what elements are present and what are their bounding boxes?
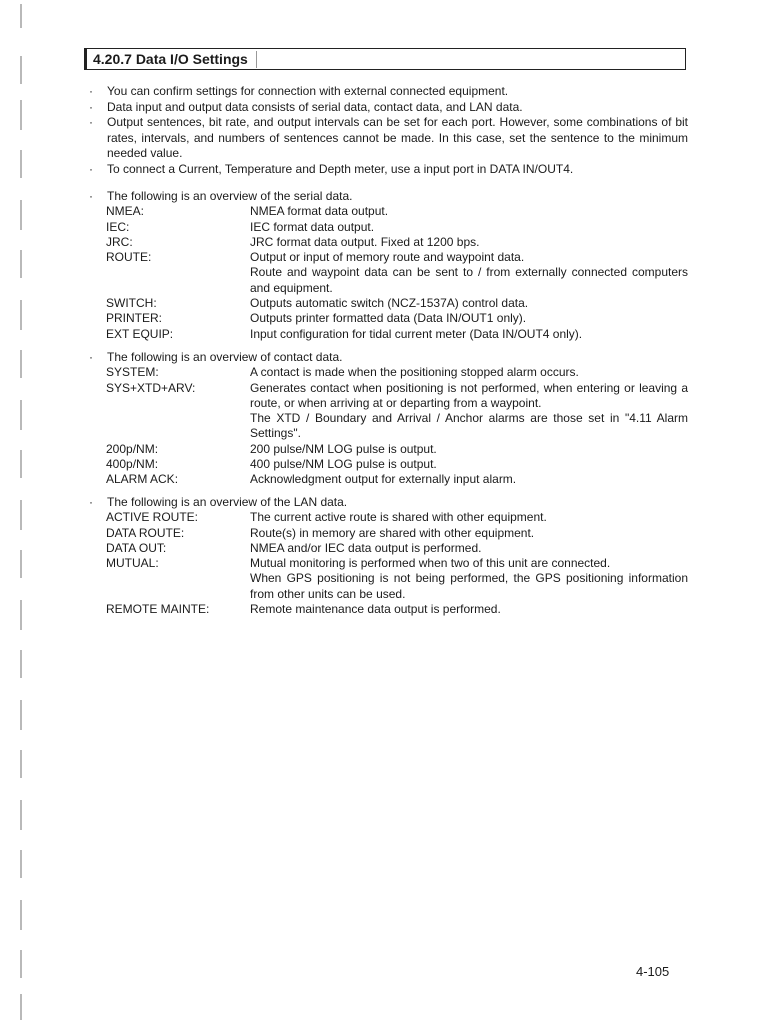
definition-term xyxy=(106,265,250,296)
definition-term: SWITCH: xyxy=(106,296,157,311)
definition-desc: Generates contact when positioning is not performed, when entering or leaving a route, or when arriving at or departing from a waypoint. xyxy=(250,380,688,410)
definition-desc: NMEA format data output. xyxy=(250,204,389,219)
contact-heading xyxy=(88,350,688,365)
definition-row xyxy=(106,235,688,250)
intro-bullets xyxy=(88,84,688,177)
heading-text: The following is an overview of the serial data. xyxy=(107,189,353,203)
definition-desc: Route and waypoint data can be sent to / from externally connected computers and equipment. xyxy=(250,265,688,295)
definition-desc: Acknowledgment output for externally input alarm. xyxy=(250,472,517,487)
definition-row xyxy=(106,220,688,235)
definition-desc: 200 pulse/NM LOG pulse is output. xyxy=(250,441,437,456)
definition-row xyxy=(106,327,688,342)
bullet-dot: · xyxy=(89,115,93,129)
definition-term: JRC: xyxy=(106,234,133,249)
definition-row xyxy=(106,381,688,412)
definition-row xyxy=(106,556,688,571)
bullet-dot: · xyxy=(89,189,93,203)
bullet-text: Data input and output data consists of serial data, contact data, and LAN data. xyxy=(107,99,523,114)
definition-term: REMOTE MAINTE: xyxy=(106,602,210,617)
definition-term: NMEA: xyxy=(106,204,145,219)
definition-row xyxy=(106,265,688,296)
definition-term: ROUTE: xyxy=(106,250,152,265)
definition-desc: Output or input of memory route and waypoint data. xyxy=(250,250,525,265)
definition-desc: IEC format data output. xyxy=(250,219,375,234)
definition-term xyxy=(106,411,250,442)
definition-row xyxy=(106,510,688,525)
intro-bullet xyxy=(88,115,688,162)
definition-row xyxy=(106,541,688,556)
definition-desc: When GPS positioning is not being performed, the GPS positioning information from other units can be used. xyxy=(250,571,688,601)
definition-desc: 400 pulse/NM LOG pulse is output. xyxy=(250,457,437,472)
intro-bullet xyxy=(88,162,688,178)
section-title: 4.20.7 Data I/O Settings xyxy=(93,51,257,68)
serial-data-section xyxy=(88,189,688,342)
bullet-dot: · xyxy=(89,84,93,98)
definition-row xyxy=(106,204,688,219)
lan-heading xyxy=(88,495,688,510)
definition-row xyxy=(106,311,688,326)
contact-data-section xyxy=(88,350,688,488)
definition-desc: Outputs automatic switch (NCZ-1537A) control data. xyxy=(250,296,529,311)
heading-text: The following is an overview of contact data. xyxy=(107,350,343,364)
definition-row xyxy=(106,602,688,617)
bullet-dot: · xyxy=(89,495,93,509)
intro-bullet xyxy=(88,84,688,100)
definition-term: DATA ROUTE: xyxy=(106,525,185,540)
definition-row xyxy=(106,411,688,442)
definition-term: SYSTEM: xyxy=(106,365,159,380)
definition-row xyxy=(106,442,688,457)
definition-desc: Remote maintenance data output is performed. xyxy=(250,602,501,617)
heading-text: The following is an overview of the LAN data. xyxy=(107,495,348,509)
definition-desc: Input configuration for tidal current meter (Data IN/OUT4 only). xyxy=(250,326,583,341)
section-title-box xyxy=(84,48,686,70)
definition-desc: NMEA and/or IEC data output is performed. xyxy=(250,540,482,555)
definition-row xyxy=(106,250,688,265)
definition-desc: Outputs printer formatted data (Data IN/OUT1 only). xyxy=(250,311,527,326)
definition-desc: The current active route is shared with other equipment. xyxy=(250,510,547,525)
definition-term: DATA OUT: xyxy=(106,540,167,555)
bullet-text: You can confirm settings for connection with external connected equipment. xyxy=(107,84,509,98)
definition-term xyxy=(106,571,250,602)
definition-term: PRINTER: xyxy=(106,311,163,326)
definition-term: MUTUAL: xyxy=(106,556,159,571)
definition-row xyxy=(106,526,688,541)
definition-term: 400p/NM: xyxy=(106,457,159,472)
definition-row xyxy=(106,571,688,602)
serial-heading xyxy=(88,189,688,204)
definition-term: ACTIVE ROUTE: xyxy=(106,510,199,525)
definition-desc: Route(s) in memory are shared with other equipment. xyxy=(250,525,535,540)
page-number: 4-105 xyxy=(636,964,670,979)
definition-row xyxy=(106,472,688,487)
definition-term: SYS+XTD+ARV: xyxy=(106,380,196,395)
definition-desc: A contact is made when the positioning stopped alarm occurs. xyxy=(250,365,579,380)
definition-desc: JRC format data output. Fixed at 1200 bps. xyxy=(250,234,480,249)
definition-row xyxy=(106,457,688,472)
definition-row xyxy=(106,296,688,311)
bullet-dot: · xyxy=(89,350,93,364)
bullet-text: To connect a Current, Temperature and Depth meter, use a input port in DATA IN/OUT4. xyxy=(107,161,574,176)
definition-term: 200p/NM: xyxy=(106,441,159,456)
definition-term: EXT EQUIP: xyxy=(106,326,174,341)
definition-term: ALARM ACK: xyxy=(106,472,179,487)
lan-data-section xyxy=(88,495,688,617)
definition-desc: The XTD / Boundary and Arrival / Anchor alarms are those set in "4.11 Alarm Settings". xyxy=(250,411,688,441)
bullet-text: Output sentences, bit rate, and output intervals can be set for each port. However, some combinations of bit rates, intervals, and numbers of sentences cannot be made. In this case, set the sentence to the minimum needed value. xyxy=(107,115,688,160)
definition-desc: Mutual monitoring is performed when two of this unit are connected. xyxy=(250,556,611,571)
bullet-dot: · xyxy=(89,99,93,114)
intro-bullet xyxy=(88,100,688,116)
definition-term: IEC: xyxy=(106,219,130,234)
definition-row xyxy=(106,365,688,380)
bullet-dot: · xyxy=(89,161,93,176)
